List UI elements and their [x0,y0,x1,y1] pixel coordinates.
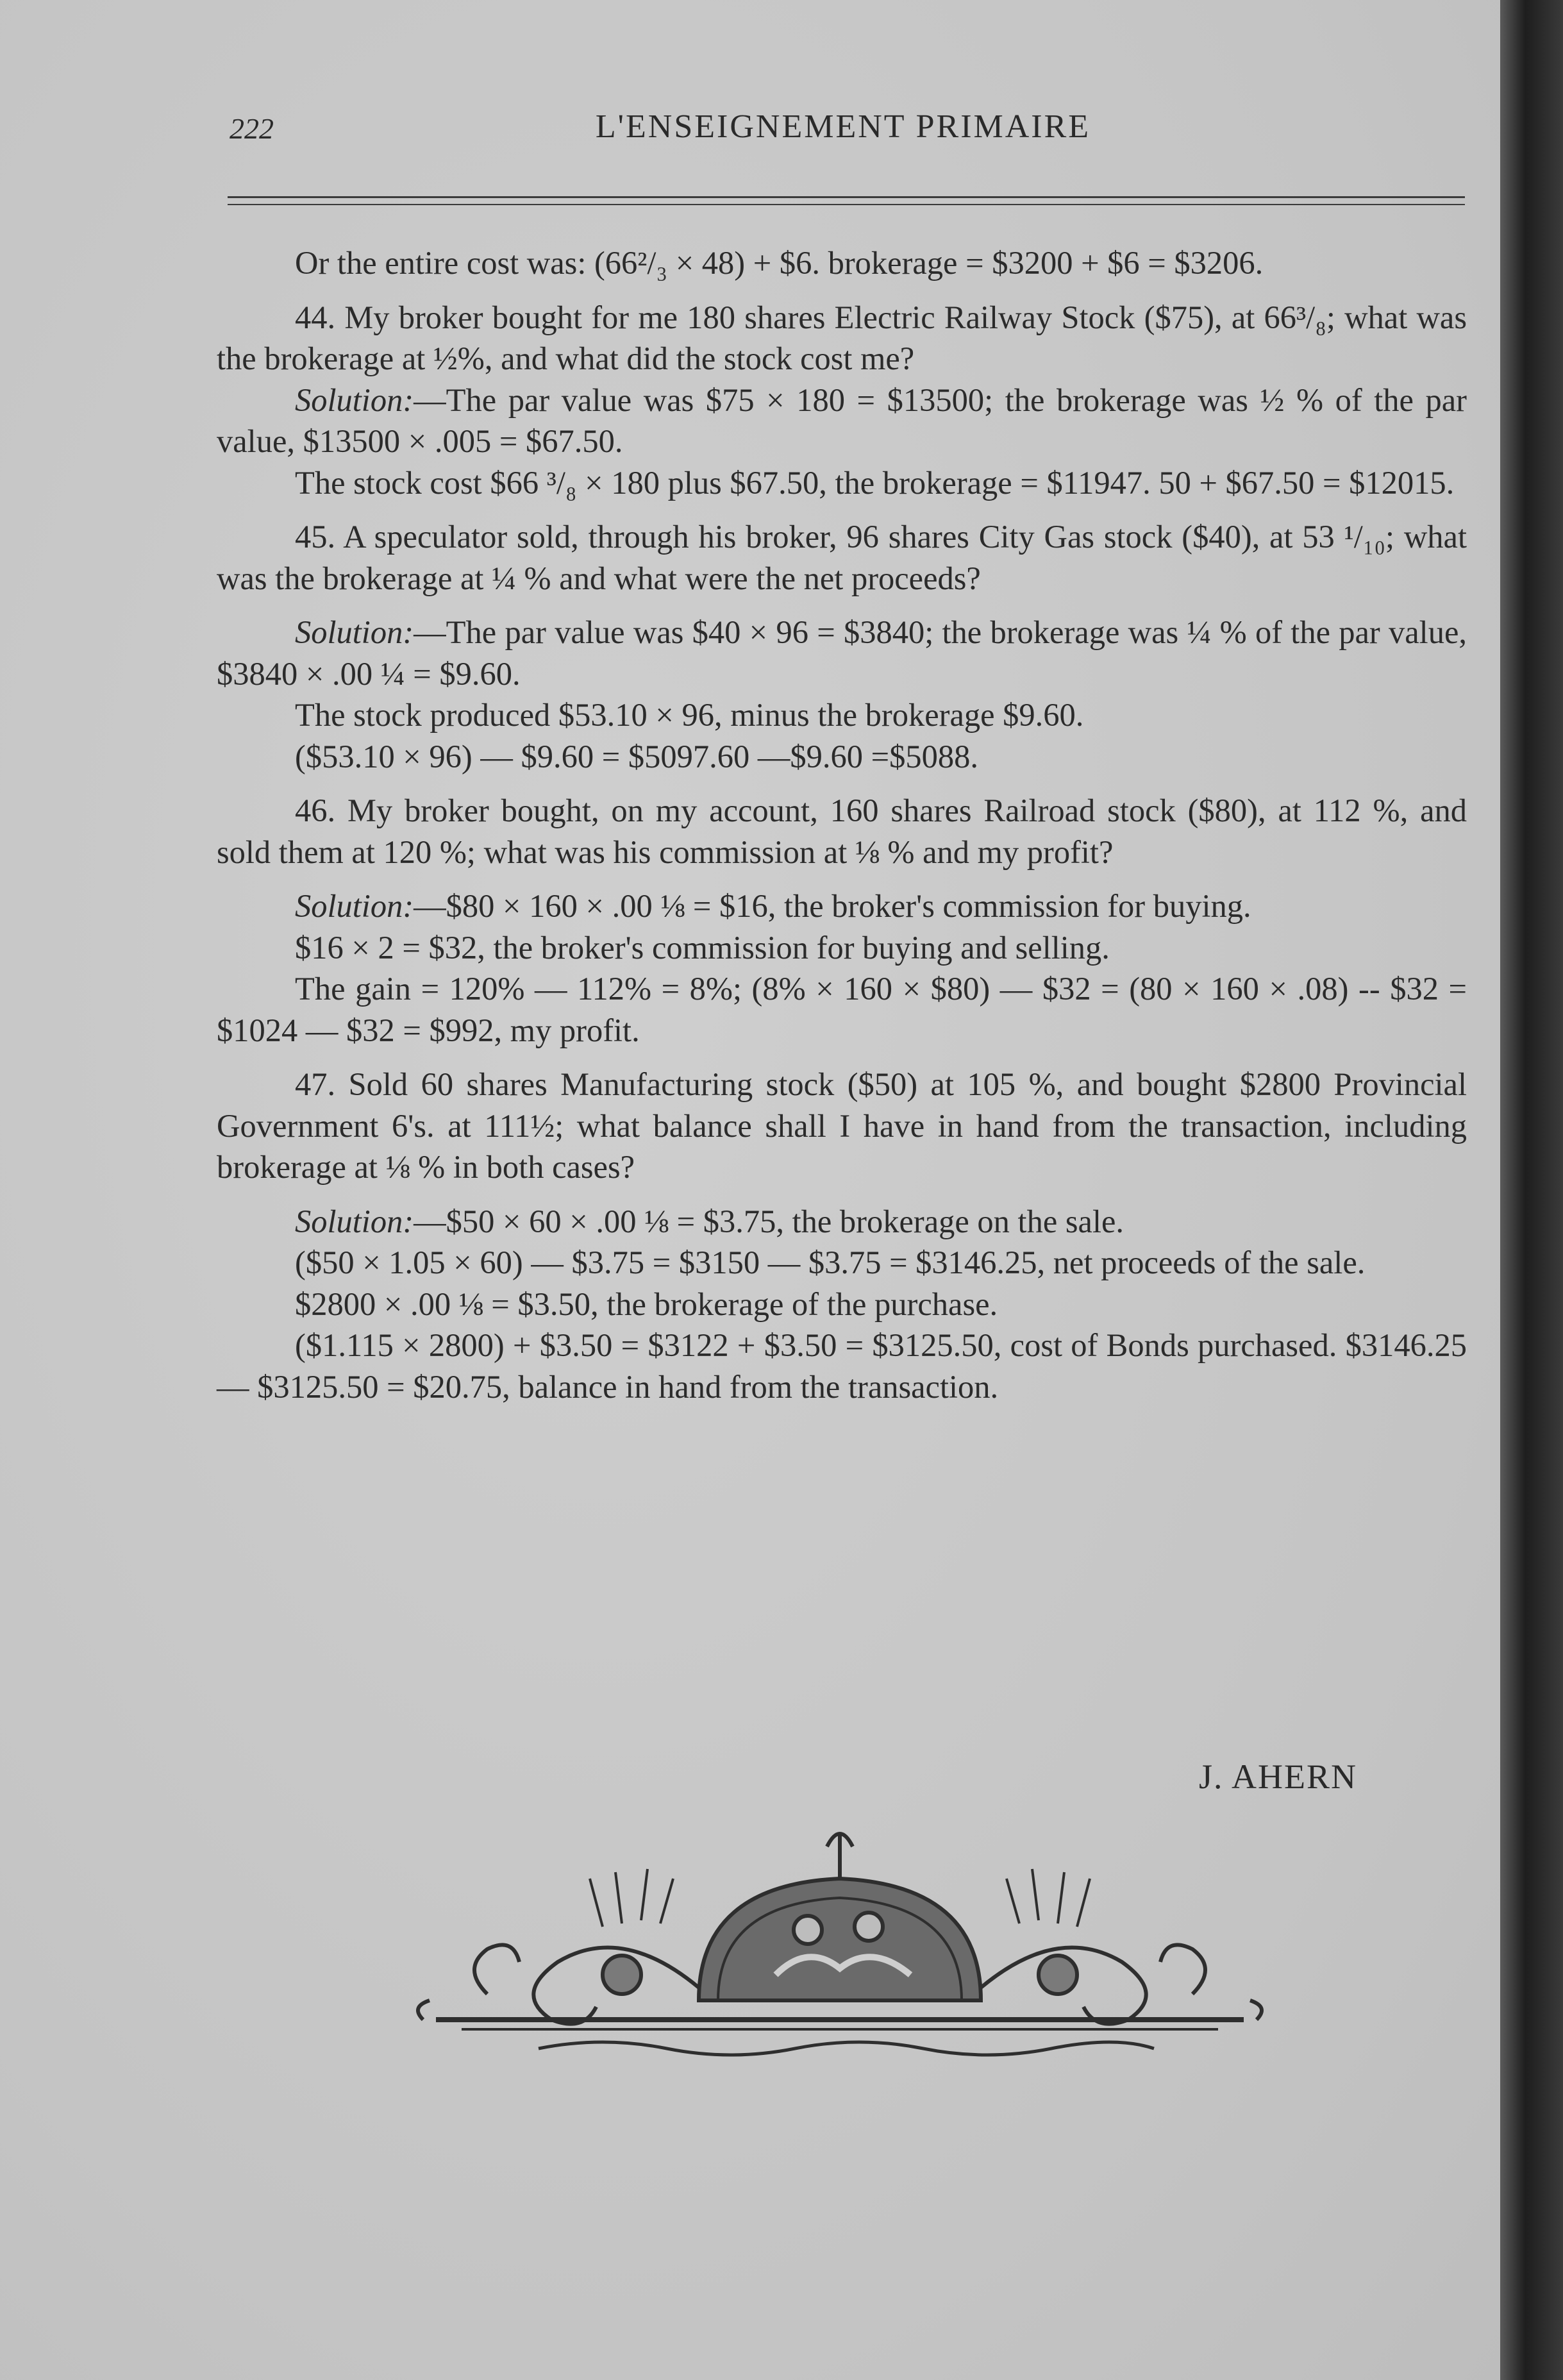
solution-44 [217,380,1467,462]
solution-text: —The par value was $40 × 96 = $3840; the brokerage was ¼ % of the par value, $3840 × .00 ¼ = $9.60. [217,614,1467,692]
author-signature: J. AHERN [1199,1757,1358,1796]
running-title: L'ENSEIGNEMENT PRIMAIRE [595,108,1091,145]
solution-44-line: The stock cost $66 ³/₈ × 180 plus $67.50, the brokerage = $11947. 50 + $67.50 = $12015. [295,464,1455,501]
solution-46-line: The gain = 120% — 112% = 8%; (8% × 160 × $80) — $32 = (80 × 160 × .08) -- $32 = $1024 — $32 = $992, my profit. [217,971,1467,1048]
page-number: 222 [230,112,274,145]
problem-45: 45. A speculator sold, through his broker, 96 shares City Gas stock ($40), at 53 ¹/₁₀; what was the brokerage at ¼ % and what were the net proceeds? [217,519,1467,596]
book-spine-shadow [1500,0,1563,2380]
solution-47-line: ($1.115 × 2800) + $3.50 = $3122 + $3.50 = $3125.50, cost of Bonds purchased. $3146.25 — $3125.50 = $20.75, balance in hand from the transaction. [217,1327,1467,1405]
solution-46-line: $16 × 2 = $32, the broker's commission for buying and selling. [295,929,1110,966]
problem-46: 46. My broker bought, on my account, 160 shares Railroad stock ($80), at 112 %, and sold them at 120 %; what was his commission at ⅛ % and my profit? [217,792,1467,870]
header-rule [228,196,1465,198]
solution-47-line: ($50 × 1.05 × 60) — $3.75 = $3150 — $3.75 = $3146.25, net proceeds of the sale. [295,1244,1366,1280]
solution-label: Solution: [295,888,414,924]
article-body [217,242,1467,1407]
solution-label: Solution: [295,1203,414,1239]
cherub-tailpiece-ornament-icon [410,1808,1269,2077]
solution-label: Solution: [295,381,414,418]
solution-text: —$50 × 60 × .00 ⅛ = $3.75, the brokerage on the sale. [414,1203,1124,1239]
solution-text: —The par value was $75 × 180 = $13500; the brokerage was ½ % of the par value, $13500 × .005 = $67.50. [217,381,1467,459]
solution-label: Solution: [295,614,414,650]
problem-44: 44. My broker bought for me 180 shares Electric Railway Stock ($75), at 66³/₈; what was the brokerage at ½%, and what did the stock cost me? [217,299,1467,376]
page-header [218,108,1468,153]
solution-text: —$80 × 160 × .00 ⅛ = $16, the broker's commission for buying. [414,888,1251,924]
solution-47-line: $2800 × .00 ⅛ = $3.50, the brokerage of the purchase. [295,1286,998,1322]
header-rule-thin [228,204,1465,205]
solution-45-line: The stock produced $53.10 × 96, minus the brokerage $9.60. [295,697,1084,733]
solution-46 [217,885,1467,927]
paragraph: Or the entire cost was: (66²/₃ × 48) + $6. brokerage = $3200 + $6 = $3206. [295,245,1264,281]
solution-47 [217,1201,1467,1243]
solution-45-line: ($53.10 × 96) — $9.60 = $5097.60 —$9.60 =$5088. [295,738,978,775]
solution-45 [217,612,1467,694]
problem-47: 47. Sold 60 shares Manufacturing stock ($50) at 105 %, and bought $2800 Provincial Government 6's. at 111½; what balance shall I have in hand from the transaction, including brokerage at ⅛ % in both cases? [217,1066,1467,1185]
